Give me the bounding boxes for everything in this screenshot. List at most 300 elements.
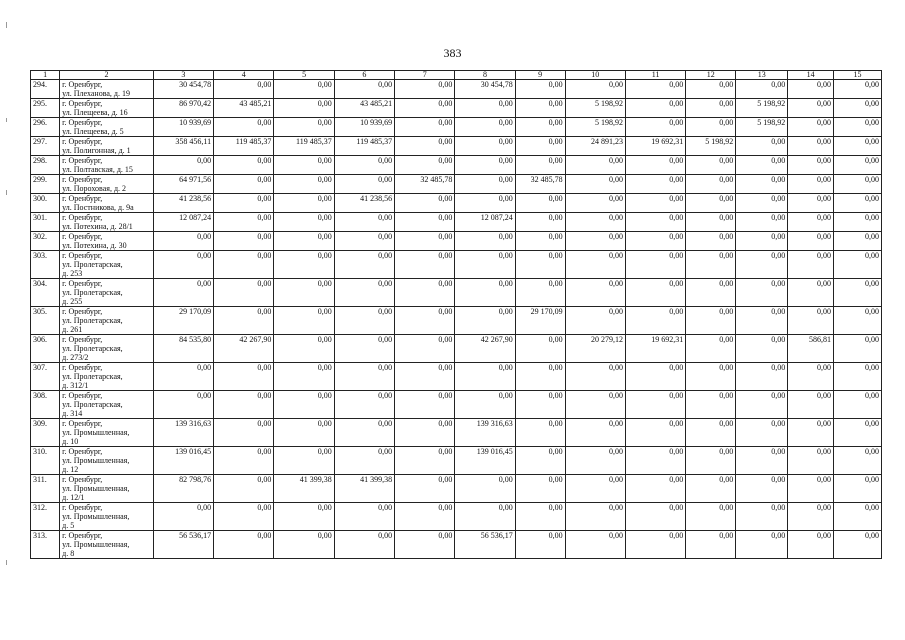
column-header: 2 <box>60 71 154 80</box>
value-cell: 0,00 <box>565 213 625 232</box>
value-cell: 0,00 <box>515 232 565 251</box>
value-cell: 0,00 <box>788 175 834 194</box>
value-cell: 0,00 <box>274 531 334 559</box>
value-cell: 0,00 <box>214 419 274 447</box>
value-cell: 0,00 <box>455 137 515 156</box>
value-cell: 0,00 <box>515 531 565 559</box>
address-line: г. Оренбург, <box>62 251 103 260</box>
value-cell: 0,00 <box>515 279 565 307</box>
value-cell: 0,00 <box>395 307 455 335</box>
value-cell: 0,00 <box>214 307 274 335</box>
value-cell: 0,00 <box>274 251 334 279</box>
value-cell: 0,00 <box>565 503 625 531</box>
row-index: 310. <box>31 447 60 475</box>
row-index: 309. <box>31 419 60 447</box>
value-cell: 0,00 <box>788 118 834 137</box>
value-cell: 0,00 <box>736 307 788 335</box>
value-cell: 0,00 <box>834 391 882 419</box>
value-cell: 56 536,17 <box>153 531 213 559</box>
value-cell: 0,00 <box>455 118 515 137</box>
value-cell: 0,00 <box>565 531 625 559</box>
address-line: ул. Потехина, д. 28/1 <box>62 222 133 231</box>
value-cell: 0,00 <box>515 419 565 447</box>
value-cell: 0,00 <box>736 391 788 419</box>
value-cell: 0,00 <box>686 391 736 419</box>
value-cell: 0,00 <box>686 419 736 447</box>
value-cell: 0,00 <box>334 335 394 363</box>
value-cell: 56 536,17 <box>455 531 515 559</box>
value-cell: 0,00 <box>153 251 213 279</box>
row-index: 305. <box>31 307 60 335</box>
address-line: г. Оренбург, <box>62 156 103 165</box>
value-cell: 0,00 <box>686 175 736 194</box>
value-cell: 0,00 <box>686 118 736 137</box>
value-cell: 0,00 <box>625 194 685 213</box>
value-cell: 139 016,45 <box>153 447 213 475</box>
value-cell: 0,00 <box>686 447 736 475</box>
value-cell: 0,00 <box>455 475 515 503</box>
value-cell: 0,00 <box>455 251 515 279</box>
value-cell: 0,00 <box>834 232 882 251</box>
value-cell: 0,00 <box>686 194 736 213</box>
value-cell: 0,00 <box>153 156 213 175</box>
value-cell: 10 939,69 <box>334 118 394 137</box>
value-cell: 0,00 <box>788 251 834 279</box>
value-cell: 0,00 <box>686 156 736 175</box>
table-row <box>31 419 882 447</box>
value-cell: 0,00 <box>395 531 455 559</box>
value-cell: 5 198,92 <box>736 99 788 118</box>
address-cell <box>60 363 154 391</box>
value-cell: 0,00 <box>625 232 685 251</box>
address-line: ул. Плещеева, д. 5 <box>62 127 124 136</box>
value-cell: 0,00 <box>395 335 455 363</box>
table-row <box>31 156 882 175</box>
value-cell: 0,00 <box>334 251 394 279</box>
value-cell: 41 399,38 <box>334 475 394 503</box>
address-cell <box>60 137 154 156</box>
address-cell <box>60 419 154 447</box>
value-cell: 42 267,90 <box>214 335 274 363</box>
value-cell: 0,00 <box>788 531 834 559</box>
value-cell: 0,00 <box>334 307 394 335</box>
value-cell: 5 198,92 <box>686 137 736 156</box>
value-cell: 139 316,63 <box>455 419 515 447</box>
value-cell: 0,00 <box>625 503 685 531</box>
value-cell: 0,00 <box>686 279 736 307</box>
value-cell: 0,00 <box>274 391 334 419</box>
address-cell <box>60 335 154 363</box>
address-line: ул. Постникова, д. 9а <box>62 203 134 212</box>
value-cell: 358 456,11 <box>153 137 213 156</box>
value-cell: 0,00 <box>834 503 882 531</box>
value-cell: 84 535,80 <box>153 335 213 363</box>
address-cell <box>60 80 154 99</box>
column-header: 3 <box>153 71 213 80</box>
value-cell: 0,00 <box>834 251 882 279</box>
value-cell: 0,00 <box>214 232 274 251</box>
row-index: 303. <box>31 251 60 279</box>
value-cell: 0,00 <box>686 503 736 531</box>
table-row <box>31 335 882 363</box>
value-cell: 0,00 <box>334 503 394 531</box>
value-cell: 0,00 <box>214 475 274 503</box>
table-row <box>31 447 882 475</box>
row-index: 304. <box>31 279 60 307</box>
value-cell: 0,00 <box>153 363 213 391</box>
value-cell: 0,00 <box>214 80 274 99</box>
value-cell: 0,00 <box>455 156 515 175</box>
value-cell: 20 279,12 <box>565 335 625 363</box>
value-cell: 0,00 <box>334 80 394 99</box>
address-line: г. Оренбург, <box>62 363 103 372</box>
value-cell: 0,00 <box>834 156 882 175</box>
column-header: 6 <box>334 71 394 80</box>
value-cell: 0,00 <box>214 175 274 194</box>
value-cell: 0,00 <box>788 156 834 175</box>
row-index: 294. <box>31 80 60 99</box>
value-cell: 0,00 <box>334 391 394 419</box>
table-row <box>31 363 882 391</box>
value-cell: 0,00 <box>565 447 625 475</box>
value-cell: 12 087,24 <box>153 213 213 232</box>
value-cell: 29 170,09 <box>153 307 213 335</box>
address-cell <box>60 279 154 307</box>
value-cell: 0,00 <box>515 194 565 213</box>
value-cell: 0,00 <box>153 391 213 419</box>
row-index: 299. <box>31 175 60 194</box>
value-cell: 0,00 <box>515 80 565 99</box>
address-cell <box>60 391 154 419</box>
value-cell: 0,00 <box>788 213 834 232</box>
value-cell: 0,00 <box>834 419 882 447</box>
value-cell: 119 485,37 <box>334 137 394 156</box>
value-cell: 86 970,42 <box>153 99 213 118</box>
value-cell: 0,00 <box>334 156 394 175</box>
value-cell: 0,00 <box>788 419 834 447</box>
value-cell: 0,00 <box>834 118 882 137</box>
value-cell: 0,00 <box>686 335 736 363</box>
column-header: 12 <box>686 71 736 80</box>
address-line: ул. Пролетарская, <box>62 316 123 325</box>
value-cell: 0,00 <box>834 335 882 363</box>
value-cell: 0,00 <box>334 363 394 391</box>
value-cell: 0,00 <box>334 447 394 475</box>
address-line: ул. Плещеева, д. 16 <box>62 108 128 117</box>
value-cell: 0,00 <box>625 307 685 335</box>
value-cell: 0,00 <box>455 503 515 531</box>
value-cell: 0,00 <box>515 213 565 232</box>
value-cell: 0,00 <box>334 531 394 559</box>
column-header: 1 <box>31 71 60 80</box>
address-line: г. Оренбург, <box>62 279 103 288</box>
value-cell: 19 692,31 <box>625 137 685 156</box>
value-cell: 5 198,92 <box>565 118 625 137</box>
value-cell: 0,00 <box>736 279 788 307</box>
value-cell: 0,00 <box>788 232 834 251</box>
address-line: д. 255 <box>62 297 83 306</box>
value-cell: 0,00 <box>214 213 274 232</box>
value-cell: 0,00 <box>455 391 515 419</box>
value-cell: 0,00 <box>395 475 455 503</box>
address-line: ул. Пролетарская, <box>62 344 123 353</box>
row-index: 300. <box>31 194 60 213</box>
value-cell: 0,00 <box>625 156 685 175</box>
address-cell <box>60 475 154 503</box>
address-line: г. Оренбург, <box>62 175 103 184</box>
table-row <box>31 391 882 419</box>
value-cell: 0,00 <box>395 118 455 137</box>
value-cell: 0,00 <box>565 307 625 335</box>
value-cell: 0,00 <box>274 363 334 391</box>
value-cell: 0,00 <box>214 531 274 559</box>
value-cell: 0,00 <box>834 213 882 232</box>
value-cell: 0,00 <box>686 531 736 559</box>
row-index: 298. <box>31 156 60 175</box>
table-row <box>31 213 882 232</box>
row-index: 302. <box>31 232 60 251</box>
value-cell: 0,00 <box>214 118 274 137</box>
address-line: г. Оренбург, <box>62 447 103 456</box>
table-row <box>31 232 882 251</box>
value-cell: 0,00 <box>455 232 515 251</box>
value-cell: 0,00 <box>274 194 334 213</box>
address-cell <box>60 307 154 335</box>
value-cell: 0,00 <box>834 363 882 391</box>
value-cell: 43 485,21 <box>334 99 394 118</box>
address-line: г. Оренбург, <box>62 335 103 344</box>
table-row <box>31 503 882 531</box>
address-line: д. 12 <box>62 465 79 474</box>
value-cell: 0,00 <box>834 137 882 156</box>
address-line: д. 312/1 <box>62 381 89 390</box>
value-cell: 0,00 <box>395 232 455 251</box>
value-cell: 0,00 <box>274 213 334 232</box>
value-cell: 586,81 <box>788 335 834 363</box>
value-cell: 5 198,92 <box>565 99 625 118</box>
value-cell: 0,00 <box>515 475 565 503</box>
address-cell <box>60 175 154 194</box>
address-line: г. Оренбург, <box>62 503 103 512</box>
value-cell: 0,00 <box>214 363 274 391</box>
value-cell: 0,00 <box>565 232 625 251</box>
address-cell <box>60 156 154 175</box>
value-cell: 119 485,37 <box>214 137 274 156</box>
address-line: г. Оренбург, <box>62 118 103 127</box>
row-index: 311. <box>31 475 60 503</box>
value-cell: 0,00 <box>395 419 455 447</box>
row-index: 312. <box>31 503 60 531</box>
value-cell: 32 485,78 <box>395 175 455 194</box>
value-cell: 0,00 <box>274 419 334 447</box>
value-cell: 0,00 <box>625 213 685 232</box>
value-cell: 0,00 <box>736 251 788 279</box>
value-cell: 0,00 <box>515 391 565 419</box>
value-cell: 0,00 <box>515 251 565 279</box>
address-line: г. Оренбург, <box>62 213 103 222</box>
table-header-row <box>31 71 882 80</box>
value-cell: 0,00 <box>736 232 788 251</box>
value-cell: 0,00 <box>565 175 625 194</box>
column-header: 9 <box>515 71 565 80</box>
value-cell: 0,00 <box>565 363 625 391</box>
address-line: ул. Полтавская, д. 15 <box>62 165 133 174</box>
address-cell <box>60 232 154 251</box>
value-cell: 0,00 <box>788 363 834 391</box>
value-cell: 0,00 <box>455 175 515 194</box>
value-cell: 0,00 <box>515 137 565 156</box>
address-line: ул. Пролетарская, <box>62 260 123 269</box>
address-line: г. Оренбург, <box>62 99 103 108</box>
value-cell: 0,00 <box>274 447 334 475</box>
value-cell: 0,00 <box>834 475 882 503</box>
address-line: ул. Полигонная, д. 1 <box>62 146 131 155</box>
value-cell: 41 238,56 <box>153 194 213 213</box>
column-header: 15 <box>834 71 882 80</box>
value-cell: 0,00 <box>274 175 334 194</box>
value-cell: 30 454,78 <box>153 80 213 99</box>
value-cell: 0,00 <box>565 80 625 99</box>
value-cell: 0,00 <box>214 156 274 175</box>
value-cell: 0,00 <box>736 447 788 475</box>
table-row <box>31 99 882 118</box>
address-line: д. 314 <box>62 409 83 418</box>
address-line: ул. Потехина, д. 30 <box>62 241 127 250</box>
value-cell: 42 267,90 <box>455 335 515 363</box>
value-cell: 5 198,92 <box>736 118 788 137</box>
table-row <box>31 194 882 213</box>
value-cell: 0,00 <box>395 156 455 175</box>
value-cell: 0,00 <box>686 251 736 279</box>
value-cell: 30 454,78 <box>455 80 515 99</box>
scan-mark <box>6 560 7 565</box>
value-cell: 0,00 <box>214 251 274 279</box>
value-cell: 0,00 <box>686 475 736 503</box>
value-cell: 0,00 <box>834 279 882 307</box>
address-cell <box>60 503 154 531</box>
value-cell: 0,00 <box>625 363 685 391</box>
value-cell: 0,00 <box>153 232 213 251</box>
address-cell <box>60 213 154 232</box>
value-cell: 0,00 <box>395 251 455 279</box>
value-cell: 0,00 <box>788 503 834 531</box>
row-index: 296. <box>31 118 60 137</box>
value-cell: 0,00 <box>395 213 455 232</box>
address-cell <box>60 447 154 475</box>
value-cell: 41 238,56 <box>334 194 394 213</box>
value-cell: 0,00 <box>274 503 334 531</box>
value-cell: 0,00 <box>395 503 455 531</box>
address-cell <box>60 99 154 118</box>
value-cell: 0,00 <box>395 391 455 419</box>
value-cell: 0,00 <box>455 279 515 307</box>
value-cell: 0,00 <box>515 118 565 137</box>
table-row <box>31 307 882 335</box>
value-cell: 0,00 <box>788 80 834 99</box>
value-cell: 0,00 <box>395 137 455 156</box>
table-row <box>31 279 882 307</box>
value-cell: 0,00 <box>565 156 625 175</box>
value-cell: 0,00 <box>515 335 565 363</box>
table-row <box>31 118 882 137</box>
value-cell: 0,00 <box>395 99 455 118</box>
value-cell: 43 485,21 <box>214 99 274 118</box>
value-cell: 0,00 <box>274 279 334 307</box>
address-line: г. Оренбург, <box>62 194 103 203</box>
value-cell: 0,00 <box>625 279 685 307</box>
value-cell: 0,00 <box>334 175 394 194</box>
address-line: ул. Промышленная, <box>62 456 130 465</box>
value-cell: 0,00 <box>395 80 455 99</box>
value-cell: 0,00 <box>686 99 736 118</box>
value-cell: 19 692,31 <box>625 335 685 363</box>
value-cell: 0,00 <box>625 447 685 475</box>
address-cell <box>60 531 154 559</box>
row-index: 306. <box>31 335 60 363</box>
value-cell: 0,00 <box>334 213 394 232</box>
value-cell: 82 798,76 <box>153 475 213 503</box>
value-cell: 0,00 <box>214 503 274 531</box>
value-cell: 0,00 <box>834 447 882 475</box>
address-line: ул. Промышленная, <box>62 428 130 437</box>
value-cell: 0,00 <box>686 232 736 251</box>
value-cell: 0,00 <box>686 80 736 99</box>
address-line: д. 261 <box>62 325 83 334</box>
value-cell: 24 891,23 <box>565 137 625 156</box>
value-cell: 0,00 <box>455 99 515 118</box>
value-cell: 0,00 <box>153 503 213 531</box>
column-header: 5 <box>274 71 334 80</box>
value-cell: 0,00 <box>625 99 685 118</box>
value-cell: 0,00 <box>334 419 394 447</box>
value-cell: 0,00 <box>788 137 834 156</box>
address-line: г. Оренбург, <box>62 391 103 400</box>
address-line: ул. Пролетарская, <box>62 372 123 381</box>
address-line: г. Оренбург, <box>62 307 103 316</box>
value-cell: 0,00 <box>834 194 882 213</box>
row-index: 297. <box>31 137 60 156</box>
address-line: ул. Промышленная, <box>62 540 130 549</box>
address-line: д. 253 <box>62 269 83 278</box>
value-cell: 0,00 <box>736 503 788 531</box>
value-cell: 0,00 <box>455 363 515 391</box>
value-cell: 0,00 <box>834 80 882 99</box>
value-cell: 0,00 <box>515 363 565 391</box>
scan-mark <box>6 190 7 195</box>
value-cell: 0,00 <box>834 531 882 559</box>
value-cell: 0,00 <box>274 307 334 335</box>
value-cell: 0,00 <box>565 279 625 307</box>
table-row <box>31 80 882 99</box>
column-header: 11 <box>625 71 685 80</box>
value-cell: 0,00 <box>788 307 834 335</box>
value-cell: 0,00 <box>515 447 565 475</box>
value-cell: 0,00 <box>736 475 788 503</box>
value-cell: 0,00 <box>395 194 455 213</box>
value-cell: 0,00 <box>153 279 213 307</box>
value-cell: 0,00 <box>625 531 685 559</box>
address-line: г. Оренбург, <box>62 419 103 428</box>
value-cell: 0,00 <box>788 194 834 213</box>
address-line: ул. Промышленная, <box>62 512 130 521</box>
value-cell: 0,00 <box>834 99 882 118</box>
data-table <box>30 70 882 559</box>
value-cell: 0,00 <box>334 232 394 251</box>
value-cell: 0,00 <box>214 194 274 213</box>
value-cell: 0,00 <box>565 419 625 447</box>
value-cell: 0,00 <box>625 80 685 99</box>
value-cell: 41 399,38 <box>274 475 334 503</box>
